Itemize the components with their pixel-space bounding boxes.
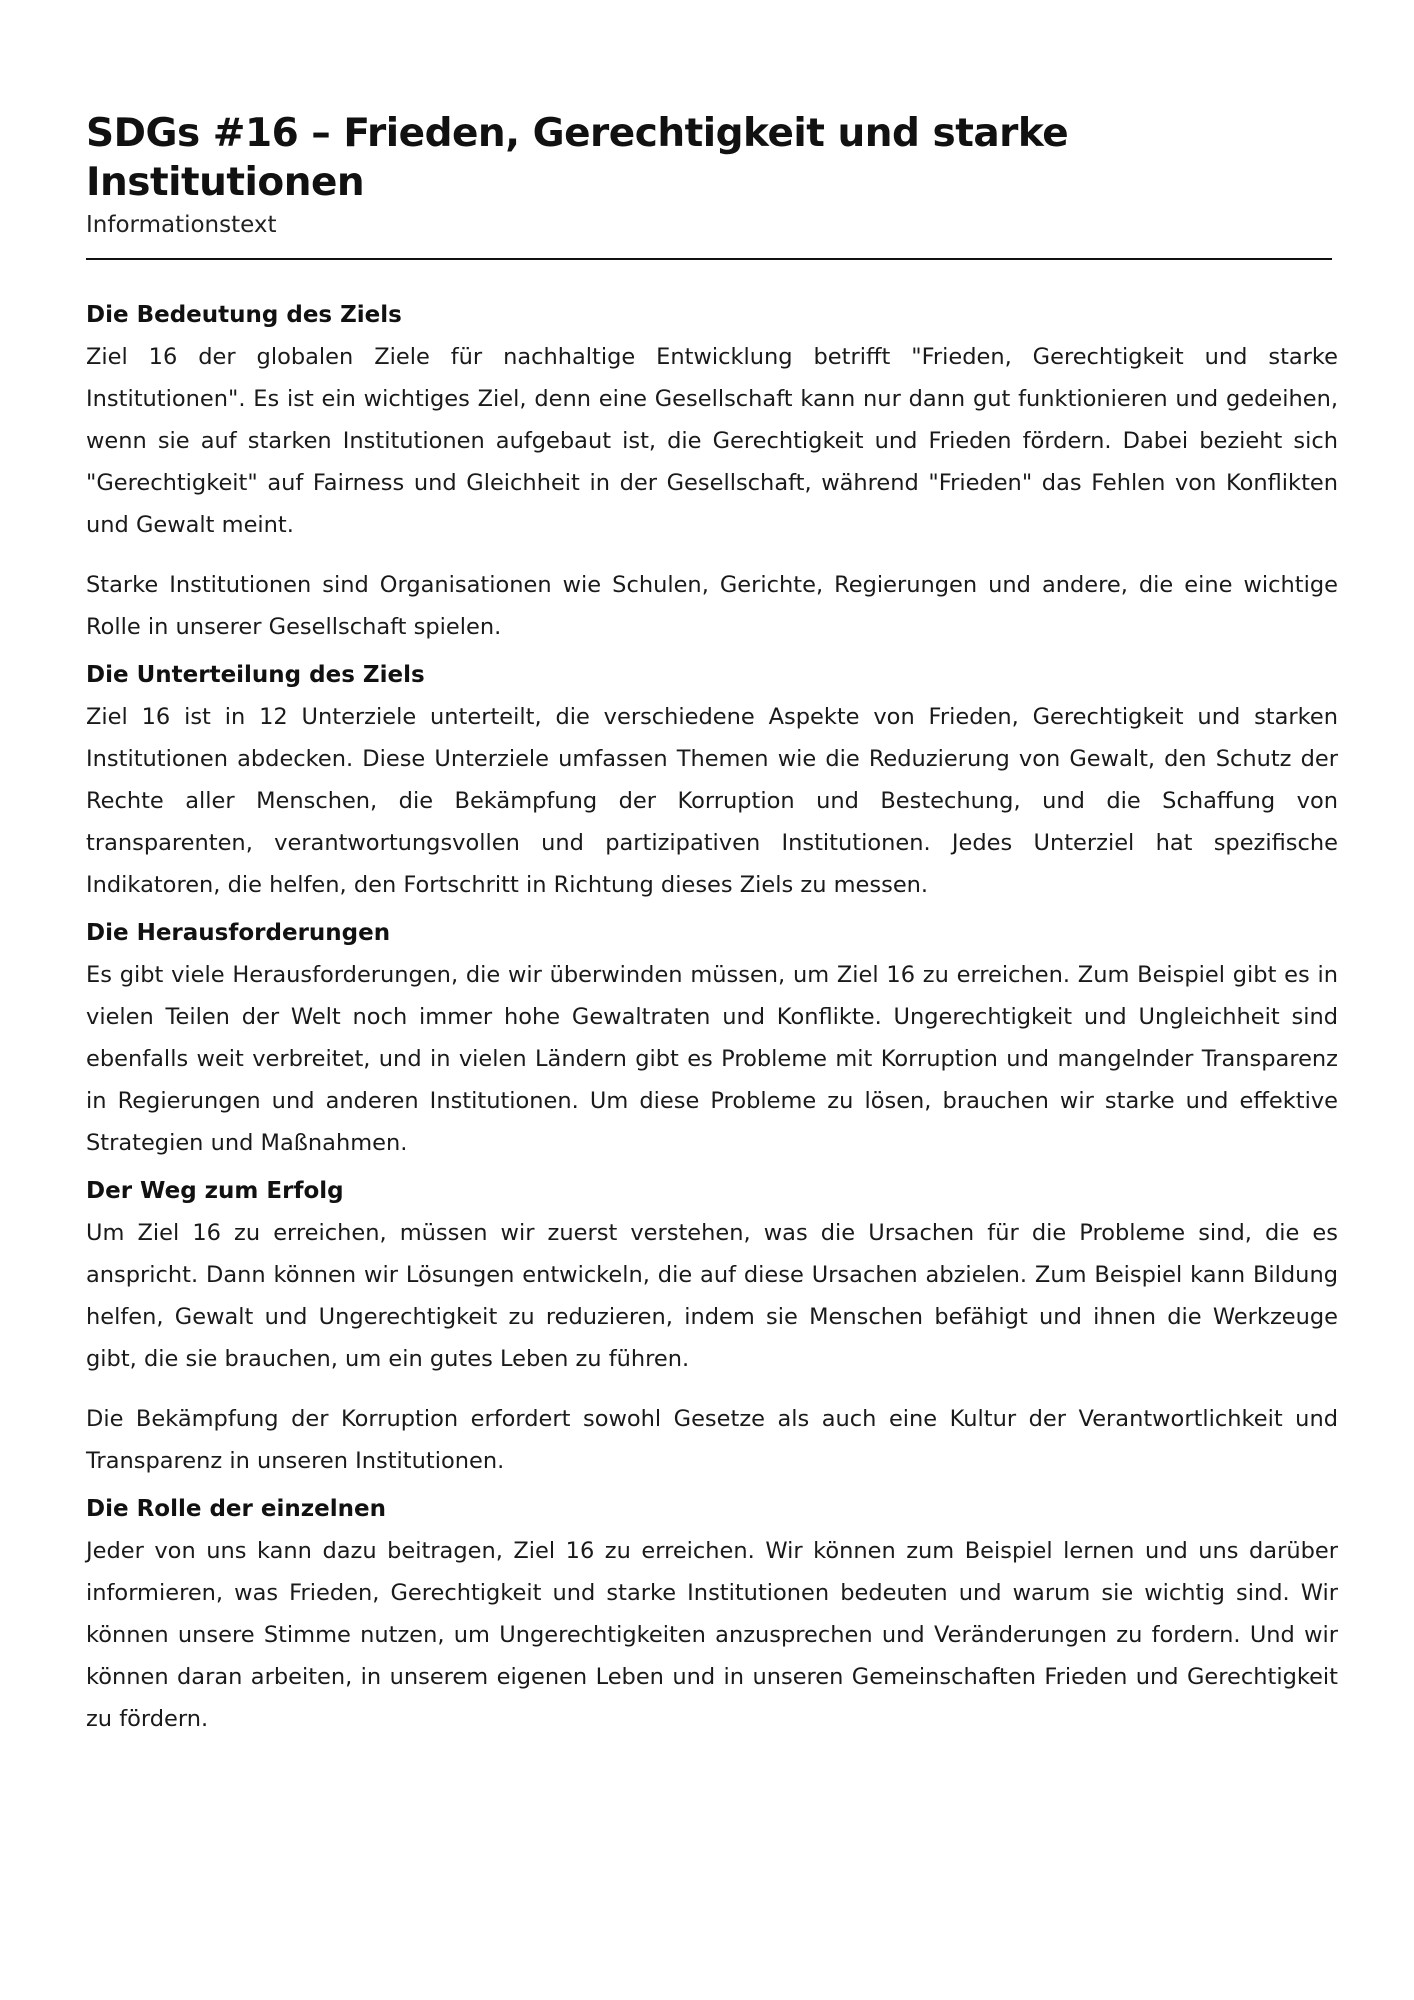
section-heading: Die Bedeutung des Ziels bbox=[86, 301, 402, 328]
paragraph: Um Ziel 16 zu erreichen, müssen wir zuerst verstehen, was die Ursachen für die Probleme sind, die es anspricht. Dann können wir Lösungen entwickeln, die auf diese Ursachen abzielen. Zum Beispiel kann Bildung helfen, Gewalt und Ungerechtigkeit zu reduzieren, indem sie Menschen befähigt und ihnen die Werkzeuge gibt, die sie brauchen, um ein gutes Leben zu führen. bbox=[86, 1219, 1338, 1372]
section-path-to-success bbox=[86, 1178, 1338, 1482]
section-subdivision bbox=[86, 662, 1338, 906]
document-page bbox=[86, 110, 1338, 1754]
section-heading: Die Unterteilung des Ziels bbox=[86, 661, 425, 688]
paragraph: Jeder von uns kann dazu beitragen, Ziel 16 zu erreichen. Wir können zum Beispiel lernen und uns darüber informieren, was Frieden, Gerechtigkeit und starke Institutionen bedeuten und warum sie wichtig sind. Wir können unsere Stimme nutzen, um Ungerechtigkeiten anzusprechen und Veränderungen zu fordern. Und wir können daran arbeiten, in unserem eigenen Leben und in unseren Gemeinschaften Frieden und Gerechtigkeit zu fördern. bbox=[86, 1537, 1338, 1732]
section-role-of-individuals bbox=[86, 1496, 1338, 1740]
section-heading: Der Weg zum Erfolg bbox=[86, 1177, 344, 1204]
paragraph: Es gibt viele Herausforderungen, die wir überwinden müssen, um Ziel 16 zu erreichen. Zum Beispiel gibt es in vielen Teilen der Welt noch immer hohe Gewaltraten und Konflikte. Ungerechtigkeit und Ungleichheit sind ebenfalls weit verbreitet, und in vielen Ländern gibt es Probleme mit Korruption und mangelnder Transparenz in Regierungen und anderen Institutionen. Um diese Probleme zu lösen, brauchen wir starke und effektive Strategien und Maßnahmen. bbox=[86, 961, 1338, 1156]
section-heading: Die Herausforderungen bbox=[86, 919, 391, 946]
section-meaning bbox=[86, 302, 1338, 648]
paragraph: Ziel 16 ist in 12 Unterziele unterteilt, die verschiedene Aspekte von Frieden, Gerechtigkeit und starken Institutionen abdecken. Diese Unterziele umfassen Themen wie die Reduzierung von Gewalt, den Schutz der Rechte aller Menschen, die Bekämpfung der Korruption und Bestechung, und die Schaffung von transparenten, verantwortungsvollen und partizipativen Institutionen. Jedes Unterziel hat spezifische Indikatoren, die helfen, den Fortschritt in Richtung dieses Ziels zu messen. bbox=[86, 703, 1338, 898]
document-subtitle: Informationstext bbox=[86, 211, 277, 238]
paragraph: Ziel 16 der globalen Ziele für nachhaltige Entwicklung betrifft "Frieden, Gerechtigkeit und starke Institutionen". Es ist ein wichtiges Ziel, denn eine Gesellschaft kann nur dann gut funktionieren und gedeihen, wenn sie auf starken Institutionen aufgebaut ist, die Gerechtigkeit und Frieden fördern. Dabei bezieht sich "Gerechtigkeit" auf Fairness und Gleichheit in der Gesellschaft, während "Frieden" das Fehlen von Konflikten und Gewalt meint. bbox=[86, 343, 1338, 538]
paragraph: Die Bekämpfung der Korruption erfordert sowohl Gesetze als auch eine Kultur der Verantwortlichkeit und Transparenz in unseren Institutionen. bbox=[86, 1405, 1338, 1474]
document-title: SDGs #16 – Frieden, Gerechtigkeit und starke Institutionen bbox=[86, 111, 1069, 205]
section-challenges bbox=[86, 920, 1338, 1164]
paragraph: Starke Institutionen sind Organisationen wie Schulen, Gerichte, Regierungen und andere, die eine wichtige Rolle in unserer Gesellschaft spielen. bbox=[86, 571, 1338, 640]
title-divider bbox=[86, 258, 1332, 260]
section-heading: Die Rolle der einzelnen bbox=[86, 1495, 386, 1522]
